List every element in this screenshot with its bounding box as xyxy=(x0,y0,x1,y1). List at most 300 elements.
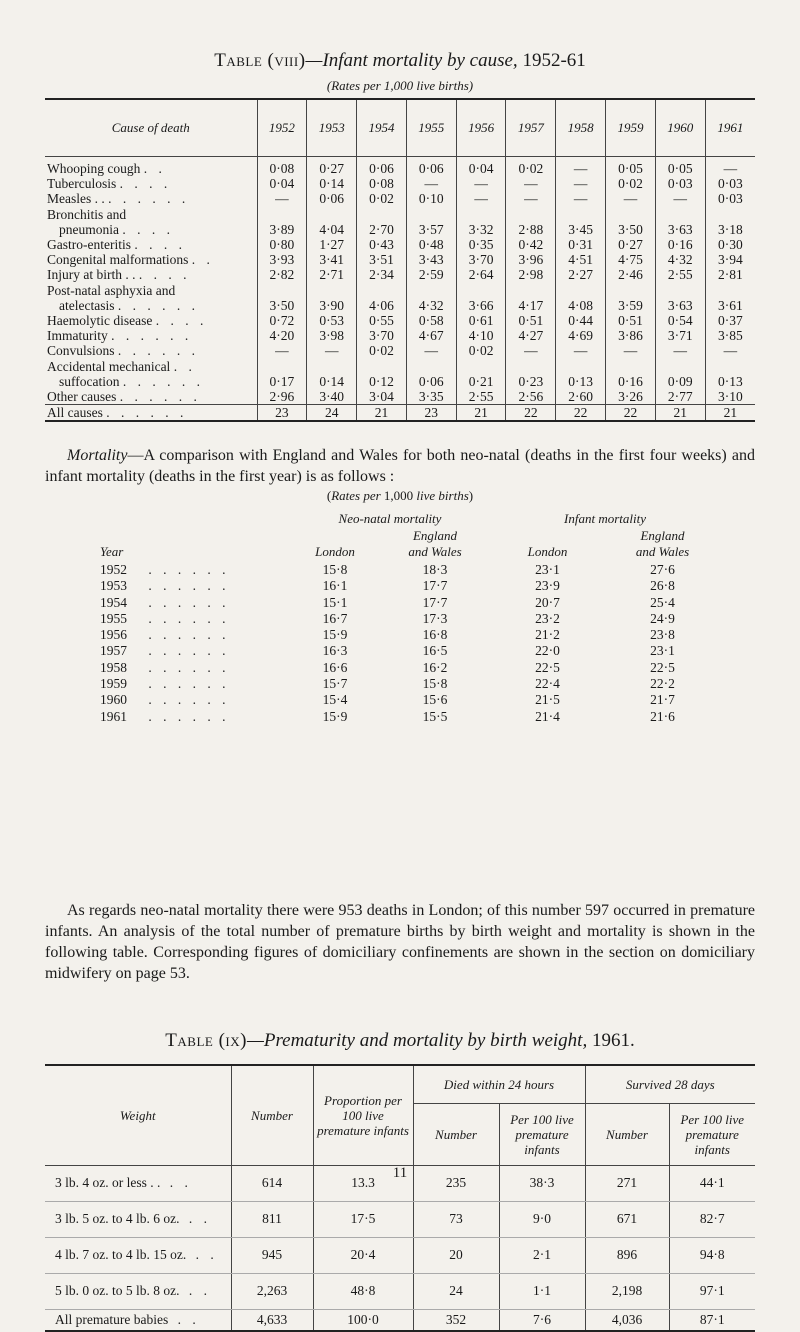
comparison-value-cell: 20·7 xyxy=(535,594,560,610)
table8-cause-cell xyxy=(45,359,257,374)
table9-leader-dots: . . xyxy=(195,1247,218,1262)
table8-value-cell: 4·51 xyxy=(556,252,606,267)
table8-value-cell: 0·31 xyxy=(556,237,606,252)
table9-row xyxy=(45,1201,755,1237)
table8-cause-cell xyxy=(45,222,257,237)
table8-row xyxy=(45,283,755,298)
table8-value-cell: 3·89 xyxy=(257,222,307,237)
table8-value-cell: — xyxy=(506,343,556,358)
table8-total-cell: 21 xyxy=(655,405,705,422)
table8-value-cell: 0·16 xyxy=(655,237,705,252)
table8-value-cell xyxy=(556,207,606,222)
table9-title-em: —Prematurity and mortality by birth weight, xyxy=(246,1030,588,1051)
table8-leader-dots: . . . . xyxy=(155,313,208,329)
comparison-year: 1958 xyxy=(100,659,127,675)
comparison-group-neonatal: Neo-natal mortality xyxy=(338,511,442,526)
table8-value-cell: 0·80 xyxy=(257,237,307,252)
paragraph-neonatal xyxy=(45,900,755,984)
table8-row xyxy=(45,207,755,222)
table8-value-cell: 3·61 xyxy=(705,298,755,313)
comparison-value-cell: 22·5 xyxy=(535,659,560,675)
comparison-value-cell: 17·3 xyxy=(422,610,448,626)
table8-value-cell: 2·64 xyxy=(456,267,506,282)
table9-row xyxy=(45,1237,755,1273)
table8-cause-cell xyxy=(45,176,257,191)
table8-value-cell: 0·35 xyxy=(456,237,506,252)
table8-value-cell: — xyxy=(556,191,606,206)
table8-value-cell: 3·26 xyxy=(606,389,656,405)
table8-value-cell: 0·04 xyxy=(257,176,307,191)
table8-header-year: 1953 xyxy=(307,99,357,157)
table8-value-cell: 3·32 xyxy=(456,222,506,237)
table9-weight-cell xyxy=(45,1237,231,1273)
table8-cause-label: Convulsions xyxy=(47,343,115,359)
table8-leader-dots: . . . . xyxy=(119,176,172,192)
comparison-row xyxy=(100,595,720,611)
table8-value-cell xyxy=(705,359,755,374)
comparison-year: 1957 xyxy=(100,643,127,659)
comparison-leader-dots: . . . . . . xyxy=(148,627,230,643)
table9-header-died-per100: Per 100 live premature infants xyxy=(499,1103,585,1165)
table8-cause-label: Measles . . xyxy=(47,191,105,207)
table8-value-cell: 3·63 xyxy=(655,298,705,313)
table8-header-year: 1960 xyxy=(655,99,705,157)
comparison-value-cell: 21·7 xyxy=(650,692,675,708)
table9-value-cell: 2,198 xyxy=(585,1273,669,1309)
table8-header-year: 1952 xyxy=(257,99,307,157)
table8-value-cell: 0·42 xyxy=(506,237,556,252)
table8-value-cell xyxy=(506,283,556,298)
table8-value-cell xyxy=(456,207,506,222)
table9-header-proportion: Proportion per 100 live premature infants xyxy=(313,1065,413,1165)
table8-value-cell: 3·70 xyxy=(357,328,407,343)
comparison-value-cell: 15·4 xyxy=(322,692,348,708)
table9-value-cell: 44·1 xyxy=(669,1165,755,1201)
table8-cause-cell xyxy=(45,283,257,298)
comparison-value-cell: 15·6 xyxy=(422,692,448,708)
comparison-header-ew-top: England xyxy=(412,528,458,543)
table8-value-cell: 3·40 xyxy=(307,389,357,405)
table9-value-cell: 38·3 xyxy=(499,1165,585,1201)
table8-value-cell: 0·02 xyxy=(357,343,407,358)
comparison-year: 1960 xyxy=(100,692,127,708)
table8-leader-dots: . . . . . . xyxy=(108,191,190,207)
table8-value-cell: 4·20 xyxy=(257,328,307,343)
table8-value-cell: 0·04 xyxy=(456,157,506,177)
table8-row xyxy=(45,237,755,252)
table9-value-cell: 73 xyxy=(413,1201,499,1237)
table8-cause-cell xyxy=(45,389,257,405)
table8-row xyxy=(45,313,755,328)
table9-value-cell: 20·4 xyxy=(313,1237,413,1273)
table8-header-year: 1961 xyxy=(705,99,755,157)
table8-value-cell: 0·10 xyxy=(406,191,456,206)
table9-header-surv-per100: Per 100 live premature infants xyxy=(669,1103,755,1165)
table8-value-cell: 3·50 xyxy=(606,222,656,237)
table9-header-surv-number: Number xyxy=(585,1103,669,1165)
table8-cause-label: Accidental mechanical xyxy=(47,358,171,374)
table9-value-cell: 4,036 xyxy=(585,1309,669,1331)
table8-value-cell xyxy=(406,207,456,222)
comparison-subtitle-live: live births xyxy=(416,488,469,503)
table8-row xyxy=(45,267,755,282)
comparison-year-cell xyxy=(100,676,290,692)
comparison-leader-dots: . . . . . . xyxy=(148,692,230,708)
table8-value-cell: 2·56 xyxy=(506,389,556,405)
table8-row xyxy=(45,298,755,313)
table8-value-cell: 3·10 xyxy=(705,389,755,405)
table8-value-cell: 2·70 xyxy=(357,222,407,237)
table8-value-cell xyxy=(357,359,407,374)
table9-value-cell: 9·0 xyxy=(499,1201,585,1237)
table8-row xyxy=(45,328,755,343)
table8-row xyxy=(45,157,755,177)
table9-value-cell: 94·8 xyxy=(669,1237,755,1273)
table9-value-cell: 87·1 xyxy=(669,1309,755,1331)
comparison-value-cell: 15·7 xyxy=(322,676,348,692)
comparison-year: 1955 xyxy=(100,610,127,626)
table8-title-em: —Infant mortality by cause, xyxy=(305,50,518,71)
table8-header-cause: Cause of death xyxy=(111,120,190,135)
table8-cause-label: Tuberculosis xyxy=(47,176,117,192)
table9-weight-label: 5 lb. 0 oz. to 5 lb. 8 oz. xyxy=(55,1283,180,1298)
comparison-year-cell xyxy=(100,692,290,708)
table8-value-cell xyxy=(257,359,307,374)
table9-value-cell: 2·1 xyxy=(499,1237,585,1273)
table8-value-cell: — xyxy=(506,191,556,206)
comparison-value-cell: 16·3 xyxy=(322,643,348,659)
table9-weight-cell xyxy=(45,1201,231,1237)
table8-value-cell: 0·06 xyxy=(406,374,456,389)
table8-cause-label: Whooping cough xyxy=(47,161,141,176)
comparison-group-infant: Infant mortality xyxy=(564,511,646,526)
comparison-body xyxy=(100,562,720,725)
comparison-leader-dots: . . . . . . xyxy=(148,562,230,577)
table8-cause-label: Congenital malformations xyxy=(47,252,189,268)
comparison-year-cell xyxy=(100,627,290,643)
table8-value-cell: 2·82 xyxy=(257,267,307,282)
comparison-year-cell xyxy=(100,709,290,725)
table8-value-cell xyxy=(456,359,506,374)
table8-value-cell: — xyxy=(556,343,606,358)
table8-value-cell xyxy=(307,283,357,298)
comparison-value-cell: 22·0 xyxy=(535,643,560,659)
comparison-row xyxy=(100,660,720,676)
table8-value-cell: 2·55 xyxy=(655,267,705,282)
table8-value-cell: 0·08 xyxy=(357,176,407,191)
comparison-header-year: Year xyxy=(100,544,124,559)
table8-leader-dots: . . . . xyxy=(122,221,174,237)
table8-total-cell: 23 xyxy=(257,405,307,422)
paragraph-neonatal-text: As regards neo-natal mortality there were 953 deaths in London; of this number 597 occurred in premature infants. An analysis of the total number of premature births by birth weight and mortality is shown in the following table. Corresponding figures of domiciliary confinements are shown in the section on domiciliary midwifery on page 53. xyxy=(45,902,755,982)
table8-cause-label: Immaturity xyxy=(47,328,108,344)
comparison-leader-dots: . . . . . . xyxy=(148,594,230,610)
comparison-year-cell xyxy=(100,660,290,676)
table8-value-cell: 0·05 xyxy=(655,157,705,177)
table8-leader-dots: . . xyxy=(143,161,166,176)
comparison-value-cell: 23·1 xyxy=(535,562,560,577)
table8-value-cell: — xyxy=(257,343,307,358)
comparison-value-cell: 21·2 xyxy=(535,627,560,643)
comparison-year: 1956 xyxy=(100,627,127,643)
comparison-row xyxy=(100,578,720,594)
comparison-header-london: London xyxy=(527,544,568,559)
comparison-value-cell: 23·1 xyxy=(650,643,675,659)
table9-total-row xyxy=(45,1309,755,1331)
table9-value-cell: 24 xyxy=(413,1273,499,1309)
table8-value-cell: 0·58 xyxy=(406,313,456,328)
comparison-value-cell: 21·4 xyxy=(535,708,560,724)
table8-value-cell: 3·86 xyxy=(606,328,656,343)
table9-title-suffix: 1961. xyxy=(587,1030,635,1051)
table8-value-cell: — xyxy=(506,176,556,191)
table8-value-cell: 0·03 xyxy=(705,176,755,191)
table9-value-cell: 13.3 xyxy=(313,1165,413,1201)
table8-cause-cell xyxy=(45,157,257,177)
comparison-row xyxy=(100,692,720,708)
table8-value-cell xyxy=(257,283,307,298)
table8-value-cell: 0·55 xyxy=(357,313,407,328)
table8-value-cell: 3·57 xyxy=(406,222,456,237)
table8-value-cell: 4·27 xyxy=(506,328,556,343)
table9-value-cell: 896 xyxy=(585,1237,669,1273)
table8-title-suffix: 1952-61 xyxy=(517,50,586,71)
table8-cause-cell xyxy=(45,298,257,313)
table8-value-cell: 0·27 xyxy=(307,157,357,177)
table8-cause-label: All causes xyxy=(47,405,103,421)
table8-body xyxy=(45,157,755,422)
table8-value-cell: 0·48 xyxy=(406,237,456,252)
table8-value-cell xyxy=(655,359,705,374)
table9-value-cell: 235 xyxy=(413,1165,499,1201)
comparison-header-ew: and Wales xyxy=(635,544,690,559)
comparison-subtitle-open: ( xyxy=(326,488,332,503)
table8-leader-dots: . . xyxy=(191,252,214,268)
table8-value-cell: 3·43 xyxy=(406,252,456,267)
comparison-value-cell: 22·4 xyxy=(535,676,560,692)
table8-value-cell: 2·88 xyxy=(506,222,556,237)
comparison-value-cell: 26·8 xyxy=(650,578,675,594)
table8-value-cell: — xyxy=(606,343,656,358)
table8-value-cell: — xyxy=(655,343,705,358)
table8-leader-dots: . . . . . . xyxy=(111,328,193,344)
table8-value-cell: 3·35 xyxy=(406,389,456,405)
table8-cause-cell xyxy=(45,267,257,282)
table8-value-cell: 0·61 xyxy=(456,313,506,328)
comparison-header-london: London xyxy=(315,544,355,559)
comparison-value-cell: 16·6 xyxy=(322,659,348,675)
table8-cause-label: suffocation xyxy=(59,373,120,389)
table8-value-cell: 2·34 xyxy=(357,267,407,282)
table9-body xyxy=(45,1165,755,1331)
table8-row xyxy=(45,252,755,267)
table8-value-cell: 3·90 xyxy=(307,298,357,313)
table9-leader-dots: . . xyxy=(188,1283,211,1298)
comparison-value-cell: 23·8 xyxy=(650,627,675,643)
table8-cause-label: Other causes xyxy=(47,389,117,405)
table8-value-cell: 4·32 xyxy=(655,252,705,267)
table8-value-cell: 4·17 xyxy=(506,298,556,313)
comparison-value-cell: 15·5 xyxy=(422,708,448,724)
table8-header-year: 1954 xyxy=(357,99,407,157)
table8-cause-label: Haemolytic disease xyxy=(47,313,153,329)
table8-value-cell: 3·45 xyxy=(556,222,606,237)
table8-title xyxy=(0,50,800,72)
table8-value-cell xyxy=(307,207,357,222)
comparison-value-cell: 16·7 xyxy=(322,610,348,626)
table8-value-cell xyxy=(655,283,705,298)
table8-row xyxy=(45,222,755,237)
table8-value-cell xyxy=(406,283,456,298)
table9-row xyxy=(45,1273,755,1309)
table8-value-cell: — xyxy=(556,157,606,177)
table8-value-cell: 0·13 xyxy=(705,374,755,389)
table8-row xyxy=(45,359,755,374)
table9-leader-dots: . . xyxy=(177,1311,200,1327)
table8-value-cell: 2·71 xyxy=(307,267,357,282)
comparison-year: 1954 xyxy=(100,594,127,610)
table8-value-cell: — xyxy=(606,191,656,206)
table9-weight-label: 4 lb. 7 oz. to 4 lb. 15 oz. xyxy=(55,1247,187,1262)
table8-value-cell xyxy=(556,283,606,298)
table8-value-cell: 3·51 xyxy=(357,252,407,267)
comparison-value-cell: 16·1 xyxy=(322,578,348,594)
paragraph-lead: Mortality xyxy=(67,447,128,464)
table8-value-cell: — xyxy=(655,191,705,206)
comparison-header-ew: and Wales xyxy=(408,544,462,559)
table8-value-cell: 0·53 xyxy=(307,313,357,328)
comparison-leader-dots: . . . . . . xyxy=(148,708,230,724)
table9-header-died-number: Number xyxy=(413,1103,499,1165)
table8-value-cell: 0·27 xyxy=(606,237,656,252)
table8-value-cell: — xyxy=(456,191,506,206)
table9-value-cell: 4,633 xyxy=(231,1309,313,1331)
table9-weight-label: All premature babies xyxy=(55,1311,169,1327)
table8-value-cell: 0·06 xyxy=(406,157,456,177)
table9-title xyxy=(0,1030,800,1052)
table8-value-cell: 0·37 xyxy=(705,313,755,328)
table8-title-prefix: Table (viii) xyxy=(214,50,306,71)
table8-value-cell: 0·44 xyxy=(556,313,606,328)
table8-value-cell: 4·69 xyxy=(556,328,606,343)
table8-subtitle: (Rates per 1,000 live births) xyxy=(326,78,474,93)
table9-value-cell: 100·0 xyxy=(313,1309,413,1331)
table8-cause-cell xyxy=(45,237,257,252)
comparison-header-ew-top: England xyxy=(640,528,685,543)
table8-value-cell: 2·55 xyxy=(456,389,506,405)
comparison-year: 1959 xyxy=(100,676,127,692)
comparison-value-cell: 21·5 xyxy=(535,692,560,708)
table8-header-year: 1959 xyxy=(606,99,656,157)
table9-value-cell: 945 xyxy=(231,1237,313,1273)
table8-value-cell: 0·21 xyxy=(456,374,506,389)
table8-value-cell xyxy=(655,207,705,222)
table8-value-cell xyxy=(357,283,407,298)
comparison-value-cell: 22·5 xyxy=(650,659,675,675)
table9-leader-dots: . . xyxy=(169,1175,192,1190)
table8-cause-label: Injury at birth . . xyxy=(47,267,136,283)
table9-weight-cell xyxy=(45,1273,231,1309)
table8-value-cell: 2·77 xyxy=(655,389,705,405)
comparison-value-cell: 24·9 xyxy=(650,610,675,626)
table9-weight-label: 3 lb. 5 oz. to 4 lb. 6 oz. xyxy=(55,1211,180,1226)
table8-value-cell: 4·67 xyxy=(406,328,456,343)
table8-value-cell xyxy=(556,359,606,374)
table8-cause-cell xyxy=(45,343,257,358)
table8-value-cell: 0·02 xyxy=(506,157,556,177)
comparison-year-cell xyxy=(100,595,290,611)
table8-value-cell: 0·02 xyxy=(357,191,407,206)
table8-value-cell: 0·06 xyxy=(357,157,407,177)
table8-leader-dots: . . . . xyxy=(138,267,191,283)
table9-leader-dots: . . xyxy=(188,1211,211,1226)
comparison-row xyxy=(100,709,720,725)
comparison-leader-dots: . . . . . . xyxy=(148,610,230,626)
comparison-leader-dots: . . . . . . xyxy=(148,676,230,692)
table8-value-cell: — xyxy=(406,176,456,191)
table8-header-year: 1955 xyxy=(406,99,456,157)
comparison-year-cell xyxy=(100,562,290,578)
table8-header-year: 1956 xyxy=(456,99,506,157)
table8-value-cell xyxy=(307,359,357,374)
comparison-leader-dots: . . . . . . xyxy=(148,643,230,659)
table9-value-cell: 48·8 xyxy=(313,1273,413,1309)
table9-value-cell: 2,263 xyxy=(231,1273,313,1309)
table8-value-cell: 3·41 xyxy=(307,252,357,267)
table8-header-year: 1957 xyxy=(506,99,556,157)
table8-value-cell: — xyxy=(456,176,506,191)
comparison-value-cell: 18·3 xyxy=(422,562,448,577)
comparison-row xyxy=(100,627,720,643)
table9-value-cell: 82·7 xyxy=(669,1201,755,1237)
table8-value-cell xyxy=(257,207,307,222)
comparison-leader-dots: . . . . . . xyxy=(148,659,230,675)
table8-value-cell: 3·98 xyxy=(307,328,357,343)
comparison-value-cell: 15·9 xyxy=(322,708,348,724)
comparison-value-cell: 16·2 xyxy=(422,659,448,675)
comparison-subtitle xyxy=(0,488,800,504)
comparison-subtitle-rates: Rates per xyxy=(331,488,381,503)
table8-value-cell xyxy=(606,207,656,222)
table8-value-cell xyxy=(456,283,506,298)
comparison-year: 1953 xyxy=(100,578,127,594)
table8-cause-cell xyxy=(45,328,257,343)
table8-value-cell: 0·72 xyxy=(257,313,307,328)
table8-value-cell: 0·09 xyxy=(655,374,705,389)
table9 xyxy=(45,1064,755,1332)
comparison-row xyxy=(100,676,720,692)
table8-value-cell: 4·32 xyxy=(406,298,456,313)
comparison-year-cell xyxy=(100,611,290,627)
table8-value-cell: 2·60 xyxy=(556,389,606,405)
table9-value-cell: 1·1 xyxy=(499,1273,585,1309)
table8-total-cell: 22 xyxy=(506,405,556,422)
table8-value-cell: 4·06 xyxy=(357,298,407,313)
comparison-value-cell: 27·6 xyxy=(650,562,675,577)
table8-value-cell: 2·27 xyxy=(556,267,606,282)
table8-value-cell xyxy=(705,207,755,222)
table8-total-row xyxy=(45,405,755,422)
table8-value-cell: 3·70 xyxy=(456,252,506,267)
table8-value-cell: 0·05 xyxy=(606,157,656,177)
comparison-value-cell: 16·8 xyxy=(422,627,448,643)
table8-total-cell: 22 xyxy=(606,405,656,422)
table8-total-cell: 22 xyxy=(556,405,606,422)
comparison-year-cell xyxy=(100,643,290,659)
table8-cause-cell xyxy=(45,313,257,328)
table8-cause-cell xyxy=(45,252,257,267)
table8-value-cell xyxy=(705,283,755,298)
